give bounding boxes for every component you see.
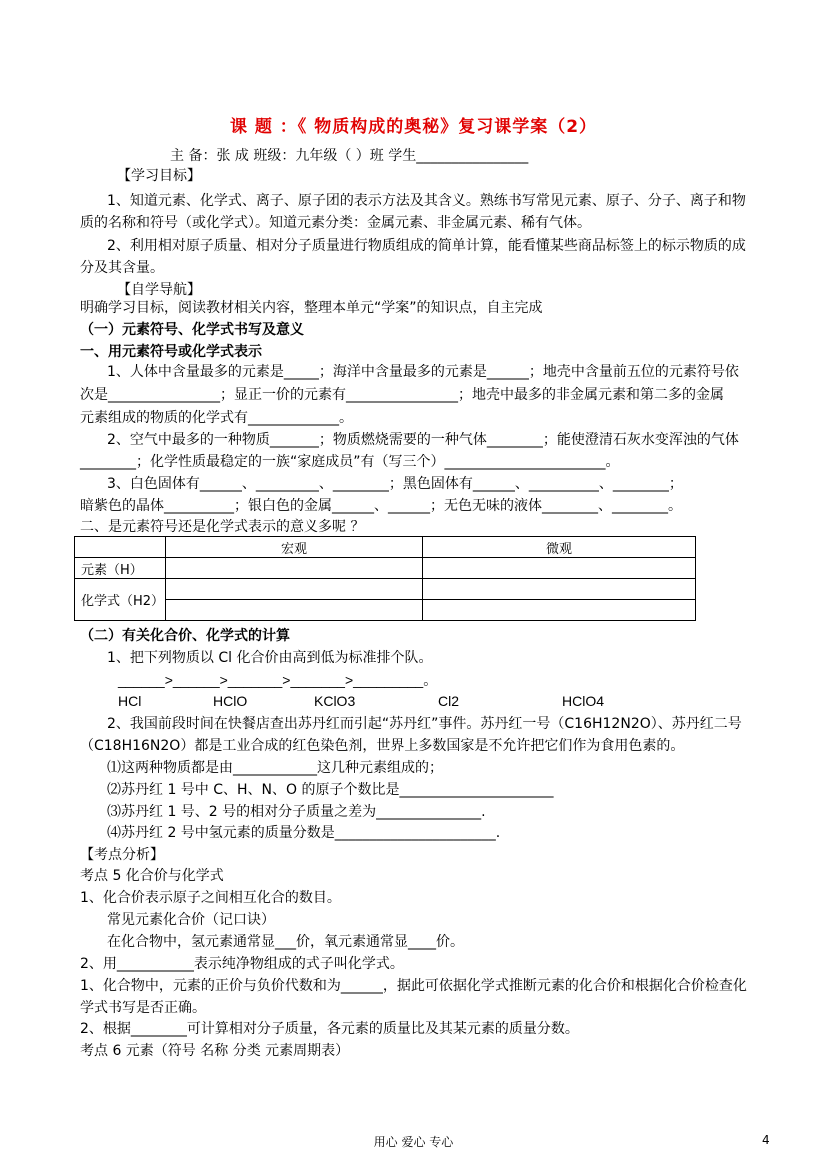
page-number: 4 (762, 1133, 770, 1147)
section-heading-analysis: 【考点分析】 (80, 847, 164, 863)
table-header-cell: 微观 (423, 537, 696, 558)
section-heading-navigation: 【自学导航】 (117, 282, 201, 298)
text-line: ________；化学性质最稳定的一族“家庭成员”有（写三个）_______________________。 (80, 454, 620, 470)
section-heading: 二、是元素符号还是化学式表示的意义多呢 ？ (80, 519, 365, 535)
table-cell[interactable] (423, 579, 696, 600)
chemical-formula: HClO (213, 693, 248, 709)
question-line: ⑶苏丹红 1 号、2 号的相对分子质量之差为_______________. (107, 804, 486, 820)
text-line: 3、白色固体有______、_________、________；黑色固体有______、__________、________； (107, 476, 683, 492)
text-line: 2、我国前段时间在快餐店查出苏丹红而引起“苏丹红”事件。苏丹红一号（C16H12N2O）、苏丹红二号 (107, 716, 742, 732)
meaning-table (74, 536, 696, 621)
text-line: 2、利用相对原子质量、相对分子质量进行物质组成的简单计算，能看懂某些商品标签上的标示物质的成 (107, 238, 746, 254)
text-line: 明确学习目标，阅读教材相关内容，整理本单元“学案”的知识点，自主完成 (80, 300, 543, 316)
text-line: 元素组成的物质的化学式有_____________。 (80, 410, 353, 426)
question-line: ⑵苏丹红 1 号中 C、H、N、O 的原子个数比是______________________ (107, 782, 554, 798)
text-line: （C18H16N2O）都是工业合成的红色染色剂，世界上多数国家是不允许把它们作为食用色素的。 (80, 738, 685, 754)
section-heading: 一、用元素符号或化学式表示 (80, 344, 262, 360)
table-row (75, 579, 696, 600)
page-title: 课 题 ：《 物质构成的奥秘》复习课学案（2） (229, 117, 598, 137)
text-line: 常见元素化合价（记口诀） (107, 912, 275, 928)
page-footer: 用心 爱心 专心 (373, 1135, 454, 1149)
table-header-row (75, 537, 696, 558)
table-cell[interactable] (423, 600, 696, 621)
text-line: 考点 5 化合价与化学式 (80, 868, 224, 884)
text-line: 1、人体中含量最多的元素是_____；海洋中含量最多的元素是______；地壳中含量前五位的元素符号依 (107, 364, 739, 380)
text-line: 1、把下列物质以 Cl 化合价由高到低为标准排个队。 (107, 650, 433, 666)
chemical-formula: HCl (118, 693, 142, 709)
table-header-cell (75, 537, 166, 558)
text-line: 2、用___________表示纯净物组成的式子叫化学式。 (80, 956, 404, 972)
section-heading-objectives: 【学习目标】 (117, 168, 201, 184)
text-line: 1、化合价表示原子之间相互化合的数目。 (80, 890, 341, 906)
text-line: 考点 6 元素（符号 名称 分类 元素周期表） (80, 1043, 350, 1059)
question-line: ⑴这两种物质都是由____________这几种元素组成的； (107, 760, 443, 776)
text-line: 质的名称和符号（或化学式）。知道元素分类：金属元素、非金属元素、稀有气体。 (80, 215, 591, 231)
table-cell[interactable] (166, 579, 423, 600)
text-line: 2、空气中最多的一种物质_______；物质燃烧需要的一种气体________；能使澄清石灰水变浑浊的气体 (107, 432, 739, 448)
text-line: 2、根据________可计算相对分子质量，各元素的质量比及其某元素的质量分数。 (80, 1021, 579, 1037)
section-heading: （一）元素符号、化学式书写及意义 (80, 322, 304, 338)
table-row-label: 化学式（H2） (75, 579, 166, 621)
chemical-formula: KClO3 (314, 693, 356, 709)
text-line: 分及其含量。 (80, 260, 164, 276)
ordering-blanks: ______>______>_______>_______>_________。 (118, 672, 438, 688)
table-cell[interactable] (166, 600, 423, 621)
text-line: 1、化合物中，元素的正价与负价代数和为______，据此可依据化学式推断元素的化合价和根据化合价检查化 (80, 978, 747, 994)
section-heading: （二）有关化合价、化学式的计算 (80, 628, 290, 644)
table-cell[interactable] (166, 558, 423, 579)
text-line: 暗紫色的晶体__________；银白色的金属______、______；无色无味的液体________、________。 (80, 498, 682, 514)
table-header-cell: 宏观 (166, 537, 423, 558)
table-row (75, 558, 696, 579)
author-line: 主 备：张 成 班级：九年级（ ）班 学生________________ (170, 148, 529, 164)
text-line: 在化合物中，氢元素通常显___价，氧元素通常显____价。 (107, 934, 464, 950)
text-line: 次是________________；显正一价的元素有________________；地壳中最多的非金属元素和第二多的金属 (80, 387, 724, 403)
text-line: 1、知道元素、化学式、离子、原子团的表示方法及其含义。熟练书写常见元素、原子、分子、离子和物 (107, 193, 746, 209)
table-row-label: 元素（H） (75, 558, 166, 579)
table-row (75, 600, 696, 621)
question-line: ⑷苏丹红 2 号中氢元素的质量分数是_______________________. (107, 825, 501, 841)
text-line: 学式书写是否正确。 (80, 1000, 206, 1016)
table-cell[interactable] (423, 558, 696, 579)
chemical-formula: Cl2 (438, 693, 460, 709)
chemical-formula: HClO4 (562, 693, 605, 709)
